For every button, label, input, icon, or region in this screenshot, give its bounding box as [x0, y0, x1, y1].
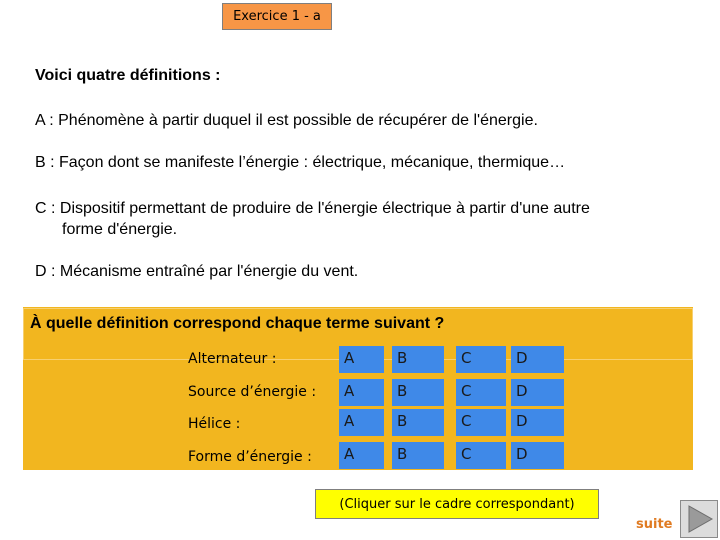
click-hint: (Cliquer sur le cadre correspondant): [315, 489, 599, 519]
intro-text: Voici quatre définitions :: [35, 67, 221, 84]
forme-energie-choice-c[interactable]: C: [456, 442, 506, 469]
term-helice: Hélice :: [188, 416, 241, 432]
definition-a-text: A : Phénomène à partir duquel il est possible de récupérer de l'énergie.: [35, 112, 538, 129]
forme-energie-choice-b[interactable]: B: [392, 442, 444, 469]
quiz-question: À quelle définition correspond chaque terme suivant ?: [30, 315, 445, 332]
helice-choice-a[interactable]: A: [339, 409, 384, 436]
forme-energie-choice-a[interactable]: A: [339, 442, 384, 469]
forme-energie-choice-d[interactable]: D: [511, 442, 564, 469]
helice-choice-d[interactable]: D: [511, 409, 564, 436]
definition-d-text: D : Mécanisme entraîné par l'énergie du vent.: [35, 263, 359, 280]
alternateur-choice-d[interactable]: D: [511, 346, 564, 373]
definition-c: [35, 198, 590, 240]
next-button[interactable]: [680, 500, 718, 538]
exercise-title: Exercice 1 - a: [222, 3, 332, 30]
source-energie-choice-d[interactable]: D: [511, 379, 564, 406]
term-forme-energie: Forme d’énergie :: [188, 449, 312, 465]
definition-a: [35, 110, 538, 131]
definition-d: [35, 261, 358, 282]
play-next-icon: [681, 501, 717, 537]
definition-b: [35, 152, 565, 173]
source-energie-choice-a[interactable]: A: [339, 379, 384, 406]
helice-choice-b[interactable]: B: [392, 409, 444, 436]
term-source-energie: Source d’énergie :: [188, 384, 317, 400]
alternateur-choice-c[interactable]: C: [456, 346, 506, 373]
source-energie-choice-c[interactable]: C: [456, 379, 506, 406]
definition-b-text: B : Façon dont se manifeste l’énergie : électrique, mécanique, thermique…: [35, 154, 566, 171]
alternateur-choice-a[interactable]: A: [339, 346, 384, 373]
source-energie-choice-b[interactable]: B: [392, 379, 444, 406]
helice-choice-c[interactable]: C: [456, 409, 506, 436]
next-link[interactable]: suite: [636, 517, 673, 532]
definition-c-text-continued: forme d'énergie.: [62, 221, 178, 238]
term-alternateur: Alternateur :: [188, 351, 277, 367]
definition-c-text: C : Dispositif permettant de produire de l'énergie électrique à partir d'une autre: [35, 200, 590, 217]
alternateur-choice-b[interactable]: B: [392, 346, 444, 373]
